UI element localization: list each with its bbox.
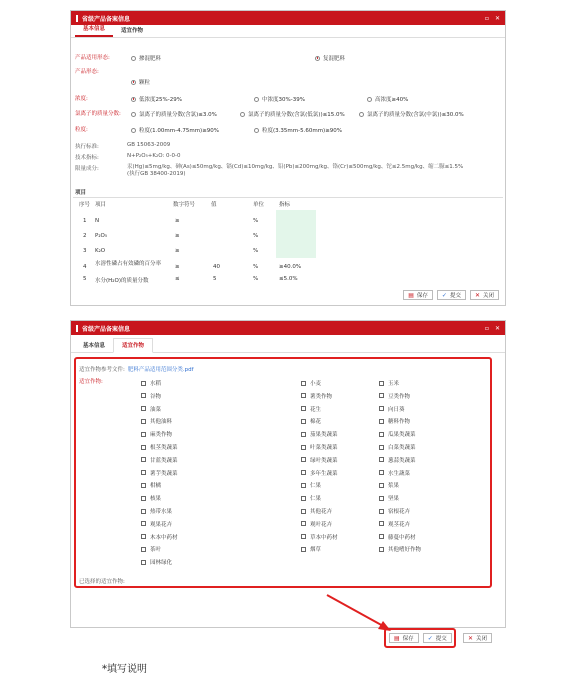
form-row-concentration — [75, 93, 127, 102]
window-title: 省级产品备案信息 — [82, 15, 131, 23]
crop-checkbox[interactable]: 豆类作物 — [379, 392, 410, 400]
crop-checkbox[interactable]: 叶菜类蔬菜 — [301, 443, 338, 451]
crop-checkbox[interactable]: 薯类作物 — [301, 392, 332, 400]
tab-suitable-crops[interactable]: 适宜作物 — [121, 28, 144, 34]
crop-checkbox[interactable]: 园林绿化 — [141, 558, 172, 566]
form-row-particle-size — [75, 124, 127, 133]
selected-crops-row: 已选择的适宜作物: — [79, 579, 125, 585]
action-buttons — [403, 290, 499, 300]
reference-file-link[interactable]: 肥料产品适用范围分类.pdf — [127, 367, 194, 373]
close-x-icon: ✕ — [468, 634, 474, 642]
caption-fill-instructions: *填写说明 — [102, 664, 147, 675]
window-titlebar — [71, 321, 505, 335]
table-row: 1 N ≥ % — [83, 218, 259, 224]
crop-checkbox[interactable]: 绿叶类蔬菜 — [301, 456, 338, 464]
crop-checkbox[interactable]: 其他花卉 — [301, 507, 332, 515]
tab-bar — [71, 25, 505, 38]
crop-checkbox[interactable]: 烟草 — [301, 545, 321, 553]
check-icon: ✓ — [427, 634, 433, 642]
radio-blended-fertilizer[interactable]: 掺混肥料 — [131, 54, 161, 62]
crop-checkbox[interactable]: 多年生蔬菜 — [301, 469, 338, 477]
table-header: 序号 项目 数字符号 值 单位 指标 — [79, 202, 291, 208]
crop-checkbox[interactable]: 棉花 — [301, 417, 321, 425]
radio-granule[interactable]: 颗粒 — [131, 78, 150, 86]
save-button[interactable]: ▤ 保存 — [389, 633, 419, 643]
section-title-items: 项目 — [75, 190, 87, 196]
close-icon[interactable]: ✕ — [494, 14, 500, 22]
table-row: 5 水分(H₂O)的质量分数 ≤ 5 % ≤5.0% — [83, 276, 298, 284]
radio-chloride-high[interactable]: 氯离子的质量分数(含氯(中氯))≤30.0% — [359, 110, 464, 118]
save-icon: ▤ — [408, 291, 414, 299]
crops-highlight-box — [74, 357, 492, 588]
crop-checkbox[interactable]: 浆果 — [379, 481, 399, 489]
crop-checkbox[interactable]: 坚果 — [379, 494, 399, 502]
crop-checkbox[interactable]: 仁果 — [301, 494, 321, 502]
crop-checkbox[interactable]: 白菜类蔬菜 — [379, 443, 416, 451]
radio-chloride-low[interactable]: 氯离子的质量分数(含氯)≤3.0% — [131, 110, 217, 118]
crops-label: 适宜作物: — [79, 379, 103, 385]
title-accent-bar — [76, 325, 78, 332]
close-button[interactable]: ✕ 关闭 — [470, 290, 499, 300]
crop-checkbox[interactable]: 糖料作物 — [379, 417, 410, 425]
crop-checkbox[interactable]: 茄果类蔬菜 — [301, 430, 338, 438]
crop-checkbox[interactable]: 甘蓝类蔬菜 — [141, 456, 178, 464]
minimize-icon[interactable]: ▫ — [484, 14, 489, 22]
minimize-icon[interactable]: ▫ — [484, 324, 489, 332]
crop-checkbox[interactable]: 观果花卉 — [141, 520, 172, 528]
tab-basic-info[interactable]: 基本信息 — [83, 343, 106, 349]
crop-checkbox[interactable]: 茶叶 — [141, 545, 161, 553]
submit-button[interactable]: ✓ 提交 — [437, 290, 466, 300]
tab-basic-info[interactable]: 基本信息 — [75, 22, 113, 37]
crop-checkbox[interactable]: 藤蔓中药材 — [379, 533, 416, 541]
table-row: 2 P₂O₅ ≥ % — [83, 233, 259, 239]
crop-checkbox[interactable]: 葱蒜类蔬菜 — [379, 456, 416, 464]
section-divider — [73, 197, 503, 198]
close-icon[interactable]: ✕ — [494, 324, 500, 332]
radio-chloride-medium[interactable]: 氯离子的质量分数(含氯(低氯))≤15.0% — [240, 110, 345, 118]
crop-checkbox[interactable]: 木本中药材 — [141, 533, 178, 541]
form-row-chloride — [75, 108, 127, 117]
window-title: 省级产品备案信息 — [82, 325, 131, 333]
crop-checkbox[interactable]: 观叶花卉 — [301, 520, 332, 528]
info-standard: 执行标准: GB 15063-2009 — [75, 142, 171, 150]
crop-checkbox[interactable]: 麻类作物 — [141, 430, 172, 438]
radio-medium-concentration[interactable]: 中浓度30%-39% — [254, 95, 305, 103]
form-row-product-type — [75, 52, 127, 61]
form-label: 产品形态: — [75, 68, 99, 75]
info-limit-components: 限量成分: 汞(Hg)≤5mg/kg、砷(As)≤50mg/kg、镉(Cd)≤10mg/kg、铅(Pb)≤200mg/kg、铬(Cr)≤500mg/kg、铊≤2.5mg/kg、缩二脲≤1.5% (执行GB 38400-2019) — [75, 164, 464, 177]
table-row: 3 K₂O ≥ % — [83, 248, 259, 254]
crop-checkbox[interactable]: 柑橘 — [141, 481, 161, 489]
crop-checkbox[interactable]: 根茎类蔬菜 — [141, 443, 178, 451]
crop-checkbox[interactable]: 花生 — [301, 405, 321, 413]
info-technical-index: 技术指标: N+P₂O₅+K₂O: 0-0-0 — [75, 153, 181, 161]
radio-high-concentration[interactable]: 高浓度≥40% — [367, 95, 408, 103]
crop-checkbox[interactable]: 水稻 — [141, 379, 161, 387]
form-label: 产品适用形态: — [75, 54, 110, 61]
window-titlebar — [71, 11, 505, 25]
crop-checkbox[interactable]: 其他嗜好作物 — [379, 545, 421, 553]
form-row-product-form — [75, 66, 127, 75]
close-button-wrap — [463, 633, 492, 643]
radio-particle-1[interactable]: 粒度(1.00mm-4.75mm)≥90% — [131, 126, 219, 134]
record-info-window-basic — [70, 10, 506, 306]
close-x-icon: ✕ — [474, 291, 480, 299]
crop-checkbox[interactable]: 观茎花卉 — [379, 520, 410, 528]
crop-checkbox[interactable]: 油菜 — [141, 405, 161, 413]
crop-checkbox[interactable]: 水生蔬菜 — [379, 469, 410, 477]
crop-checkbox[interactable]: 草本中药材 — [301, 533, 338, 541]
radio-particle-2[interactable]: 粒度(3.35mm-5.60mm)≥90% — [254, 126, 342, 134]
crop-checkbox[interactable]: 仁果 — [301, 481, 321, 489]
crop-checkbox[interactable]: 薯芋类蔬菜 — [141, 469, 178, 477]
tab-suitable-crops[interactable]: 适宜作物 — [113, 338, 153, 353]
crop-checkbox[interactable]: 向日葵 — [379, 405, 405, 413]
tab-bar — [71, 335, 505, 353]
record-info-window-crops — [70, 320, 506, 642]
crop-checkbox[interactable]: 核果 — [141, 494, 161, 502]
form-label: 粒度: — [75, 126, 88, 133]
crop-checkbox[interactable]: 瓜果类蔬菜 — [379, 430, 416, 438]
action-buttons — [389, 633, 452, 643]
reference-file-row: 适宜作物参考文件: 肥料产品适用范围分类.pdf — [79, 367, 194, 373]
submit-button[interactable]: ✓ 提交 — [423, 633, 452, 643]
crop-checkbox[interactable]: 玉米 — [379, 379, 399, 387]
crop-checkbox[interactable]: 宿根花卉 — [379, 507, 410, 515]
crop-checkbox[interactable]: 谷物 — [141, 392, 161, 400]
form-label: 氯离子的质量分数: — [75, 110, 121, 117]
radio-compound-fertilizer[interactable]: 复混肥料 — [315, 54, 345, 62]
form-label: 浓度: — [75, 95, 88, 102]
save-button[interactable]: ▤ 保存 — [403, 290, 433, 300]
table-row: 4 水溶性磷占有效磷的百分率 ≥ 40 % ≥40.0% — [83, 261, 302, 270]
check-icon: ✓ — [441, 291, 447, 299]
crop-checkbox[interactable]: 小麦 — [301, 379, 321, 387]
radio-low-concentration[interactable]: 低浓度25%-29% — [131, 95, 182, 103]
save-icon: ▤ — [394, 634, 400, 642]
title-accent-bar — [76, 15, 78, 22]
crop-checkbox[interactable]: 其他油料 — [141, 417, 172, 425]
crop-checkbox[interactable]: 热带水果 — [141, 507, 172, 515]
close-button[interactable]: ✕ 关闭 — [463, 633, 492, 643]
